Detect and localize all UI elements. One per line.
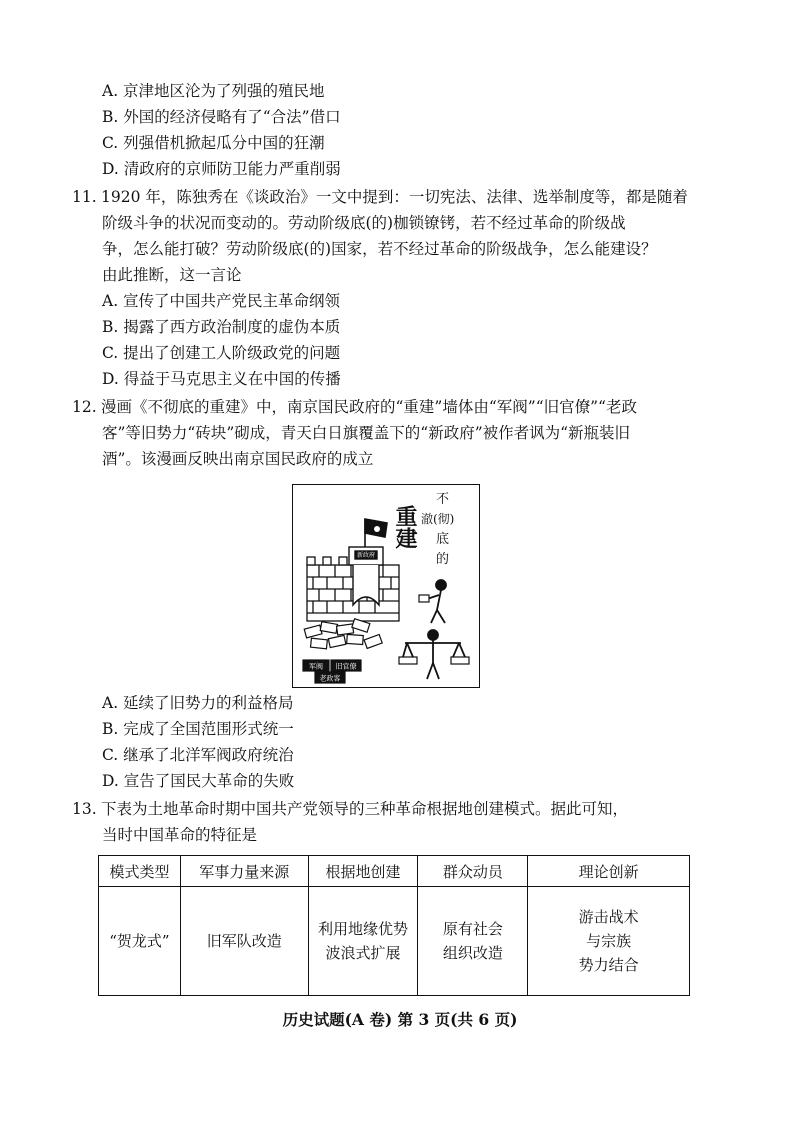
table-cell: “贺龙式” — [99, 887, 181, 996]
q12-option-b: B. 完成了全国范围形式统一 — [102, 720, 294, 738]
cartoon-title-char-3: 底 — [436, 532, 450, 547]
table-header: 模式类型 — [99, 856, 181, 887]
q10-option-c: C. 列强借机掀起瓜分中国的狂潮 — [102, 134, 325, 152]
cartoon-title-char-2: 澈(彻) — [421, 512, 455, 526]
q12-option-d: D. 宣告了国民大革命的失败 — [102, 772, 295, 790]
cartoon-image — [292, 484, 480, 688]
q11-stem-line-4: 由此推断，这一言论 — [102, 266, 242, 284]
table-header: 根据地创建 — [308, 856, 418, 887]
q13-number: 13. — [72, 800, 97, 818]
cartoon-drawing — [293, 485, 479, 687]
page-footer: 历史试题(A 卷) 第 3 页(共 6 页) — [282, 1010, 518, 1029]
q12-stem-line-2: 客”等旧势力“砖块”砌成，青天白日旗覆盖下的“新政府”被作者讽为“新瓶装旧 — [102, 424, 631, 442]
worker-figure-1 — [419, 580, 446, 623]
q12-option-c: C. 继承了北洋军阀政府统治 — [102, 746, 294, 764]
table-row — [99, 887, 690, 996]
q13-stem-line-2: 当时中国革命的特征是 — [102, 826, 258, 844]
q10-option-b: B. 外国的经济侵略有了“合法”借口 — [102, 108, 341, 126]
q10-option-d: D. 清政府的京师防卫能力严重削弱 — [102, 160, 341, 178]
brick-label-warlords: 军阀 — [309, 662, 323, 671]
brick-label-old-bureaucrats: 旧官僚 — [335, 662, 357, 671]
q13-stem-line-1: 下表为土地革命时期中国共产党领导的三种革命根据地创建模式。据此可知， — [101, 800, 629, 818]
brick-label-old-politicians: 老政客 — [319, 674, 341, 683]
q11-number: 11. — [72, 188, 97, 206]
table-header: 群众动员 — [418, 856, 528, 887]
q11-option-d: D. 得益于马克思主义在中国的传播 — [102, 370, 341, 388]
q12-stem-line-1: 漫画《不彻底的重建》中，南京国民政府的“重建”墙体由“军阀”“旧官僚”“老政 — [101, 398, 637, 416]
table-cell: 游击战术 与宗族 势力结合 — [528, 887, 690, 996]
q12-stem-line-3: 酒”。该漫画反映出南京国民政府的成立 — [102, 450, 374, 468]
table-header-row — [99, 856, 690, 887]
q11-stem-line-1: 1920 年，陈独秀在《谈政治》一文中提到：一切宪法、法律、选举制度等，都是随着 — [101, 188, 688, 206]
q11-stem-line-2: 阶级斗争的状况而变动的。劳动阶级底(的)枷锁镣铐，若不经过革命的阶级战 — [102, 214, 626, 232]
brick-pile — [304, 619, 382, 649]
q10-option-a: A. 京津地区沦为了列强的殖民地 — [102, 82, 325, 100]
q11-option-a: A. 宣传了中国共产党民主革命纲领 — [102, 292, 341, 310]
table-cell: 旧军队改造 — [180, 887, 308, 996]
q11-stem-line-3: 争，怎么能打破？劳动阶级底(的)国家，若不经过革命的阶级战争，怎么能建设？ — [102, 240, 657, 258]
q11-option-c: C. 提出了创建工人阶级政党的问题 — [102, 344, 341, 362]
table-cell: 原有社会 组织改造 — [418, 887, 528, 996]
cartoon-title-char-4: 的 — [436, 552, 450, 567]
cartoon-title-big: 重建 — [392, 505, 418, 549]
cartoon-title-char-1: 不 — [436, 492, 450, 507]
table-header: 理论创新 — [528, 856, 690, 887]
table-cell: 利用地缘优势 波浪式扩展 — [308, 887, 418, 996]
flag — [365, 519, 387, 547]
q12-number: 12. — [72, 398, 97, 416]
q11-option-b: B. 揭露了西方政治制度的虚伪本质 — [102, 318, 341, 336]
table-header: 军事力量来源 — [180, 856, 308, 887]
worker-figure-2 — [399, 630, 469, 679]
gate-sign: 新政府 — [356, 552, 376, 559]
q12-option-a: A. 延续了旧势力的利益格局 — [102, 694, 294, 712]
base-area-model-table — [98, 855, 690, 996]
